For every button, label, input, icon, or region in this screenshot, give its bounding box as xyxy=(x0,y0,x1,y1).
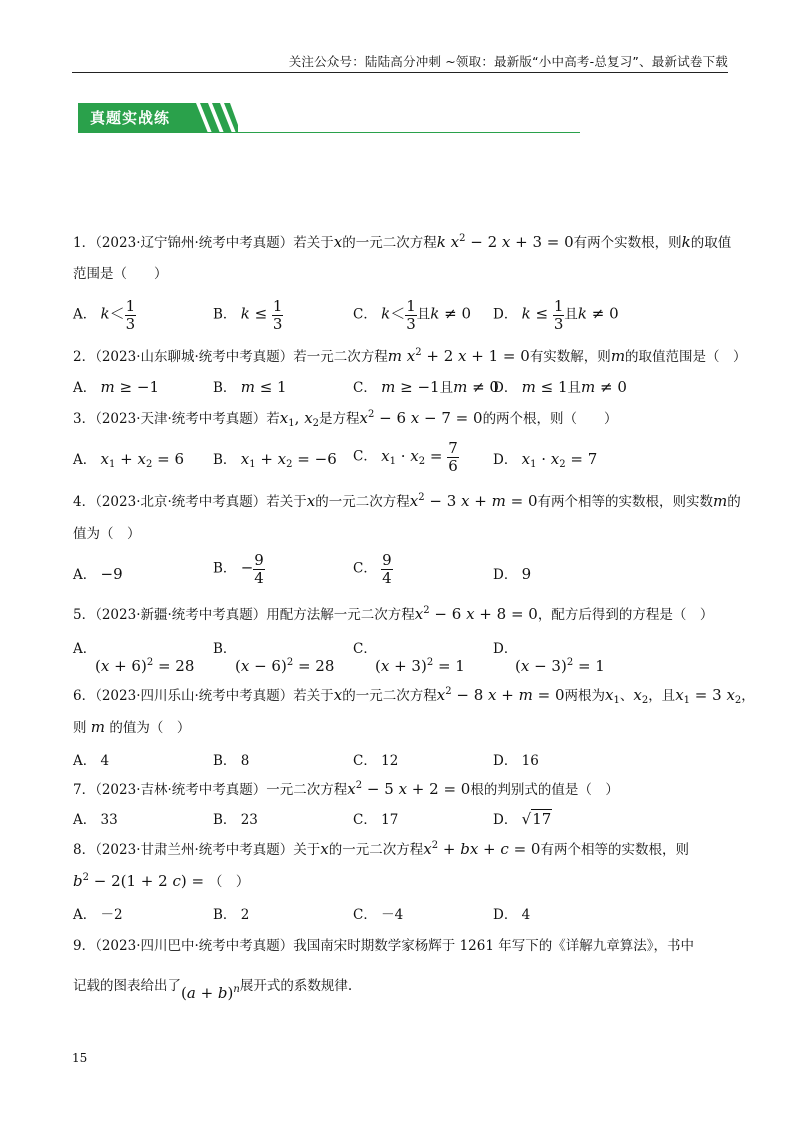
option-a[interactable]: A． －2 xyxy=(73,907,123,923)
option-b[interactable]: B． k ≤ $\frac{1}{3}$ xyxy=(213,297,283,333)
option-c[interactable]: C． $x_1 \cdot x_2$ = $\frac{7}{6}$ xyxy=(353,439,458,475)
option-c[interactable]: C． 12 xyxy=(353,753,399,769)
question-3: 3．（2023·天津·统考中考真题）若$x_1$, $x_2$是方程$x^2 - 6$ x − 7 = 0的两个根，则（ ） xyxy=(73,409,618,429)
question-6: 6．（2023·四川乐山·统考中考真题）若关于x的一元二次方程$x^2 - 8$ x + m = 0两根为$x_1$、$x_2$，且$x_1 = 3$ $x_2$， xyxy=(73,686,755,706)
option-a[interactable]: A． 4 xyxy=(73,753,110,769)
question-source: （2023·辽宁锦州·统考中考真题）若关于 xyxy=(95,235,334,251)
option-d[interactable]: D． 16 xyxy=(493,753,539,769)
question-2: 2．（2023·山东聊城·统考中考真题）若一元二次方程m $x^2 + 2$ x + 1 = 0有实数解，则m的取值范围是（ ） xyxy=(73,347,747,365)
page-header: 关注公众号：陆陆高分冲刺 ~领取：最新版“小中高考-总复习”、最新试卷下载 xyxy=(288,54,728,69)
option-a[interactable]: A． $x_1 + x_2 = 6$ xyxy=(73,450,184,470)
option-c[interactable]: C． k＜ $\frac{1}{3}$ 且k ≠ 0 xyxy=(353,297,472,333)
option-b[interactable]: B． 2 xyxy=(213,907,250,923)
option-d[interactable]: D． k ≤ $\frac{1}{3}$ 且k ≠ 0 xyxy=(493,297,619,333)
question-4-line2: 值为（ ） xyxy=(73,526,141,542)
option-b[interactable]: B． 23 xyxy=(213,812,258,828)
option-d[interactable]: D． $(x - 3)^2 = 1$ xyxy=(493,641,605,675)
question-9-line2: 记载的图表给出了$(a + b)^n$展开式的系数规律. xyxy=(73,978,353,1002)
option-d[interactable]: D． m ≤ 1且m ≠ 0 xyxy=(493,378,627,396)
option-c[interactable]: C． $(x + 3)^2 = 1$ xyxy=(353,641,465,675)
question-6-line2: 则 m 的值为（ ） xyxy=(73,718,191,736)
question-4: 4．（2023·北京·统考中考真题）若关于x的一元二次方程$x^2 - 3$ x + m = 0有两个相等的实数根，则实数m的 xyxy=(73,492,741,510)
question-9: 9．（2023·四川巴中·统考中考真题）我国南宋时期数学家杨辉于 1261 年写下的《详解九章算法》，书中 xyxy=(73,938,694,954)
question-8-line2: $b^2 - 2(1 + 2$ c) = （ ） xyxy=(73,872,250,890)
var-x: x xyxy=(333,233,343,251)
option-a[interactable]: A． m ≥ −1 xyxy=(73,378,159,396)
question-5: 5．（2023·新疆·统考中考真题）用配方法解一元二次方程$x^2 - 6$ x + 8 = 0，配方后得到的方程是（ ） xyxy=(73,605,714,623)
option-c[interactable]: C． m ≥ −1且m ≠ 0 xyxy=(353,378,499,396)
option-a[interactable]: A． $(x + 6)^2 = 28$ xyxy=(73,641,195,675)
question-7: 7．（2023·吉林·统考中考真题）一元二次方程$x^2 - 5$ x + 2 = 0根的判别式的值是（ ） xyxy=(73,780,619,798)
option-b[interactable]: B． 8 xyxy=(213,753,250,769)
option-c[interactable]: C． －4 xyxy=(353,907,404,923)
header-divider xyxy=(72,72,728,73)
page-number: 15 xyxy=(72,1051,88,1065)
option-c[interactable]: C． $\frac{9}{4}$ xyxy=(353,551,392,587)
option-b[interactable]: B． $x_1 + x_2 = -6$ xyxy=(213,450,337,470)
section-title: 真题实战练 xyxy=(90,109,171,127)
option-a[interactable]: A． 33 xyxy=(73,812,118,828)
option-d[interactable]: D． √17 xyxy=(493,810,552,828)
option-d[interactable]: D． 4 xyxy=(493,907,531,923)
question-1: 1．（2023·辽宁锦州·统考中考真题）若关于x的一元二次方程k $x^2 - 2$ x + 3 = 0有两个实数根，则k的取值 xyxy=(73,233,732,251)
option-b[interactable]: B． m ≤ 1 xyxy=(213,378,287,396)
question-number: 1． xyxy=(73,235,96,251)
equation: k $x^2 - 2$ x + 3 = 0 xyxy=(436,233,574,251)
option-d[interactable]: D． 9 xyxy=(493,565,532,583)
option-a[interactable]: A． k＜ $\frac{1}{3}$ xyxy=(73,297,136,333)
question-8: 8．（2023·甘肃兰州·统考中考真题）关于x的一元二次方程$x^2$ + bx + c = 0有两个相等的实数根，则 xyxy=(73,840,689,858)
option-b[interactable]: B． $(x - 6)^2 = 28$ xyxy=(213,641,335,675)
question-1-line2: 范围是（ ） xyxy=(73,266,168,282)
option-d[interactable]: D． $x_1 \cdot x_2 = 7$ xyxy=(493,450,598,470)
option-a[interactable]: A． −9 xyxy=(73,565,123,583)
section-rule xyxy=(78,132,580,133)
option-c[interactable]: C． 17 xyxy=(353,812,399,828)
option-b[interactable]: B． − $\frac{9}{4}$ xyxy=(213,551,264,587)
